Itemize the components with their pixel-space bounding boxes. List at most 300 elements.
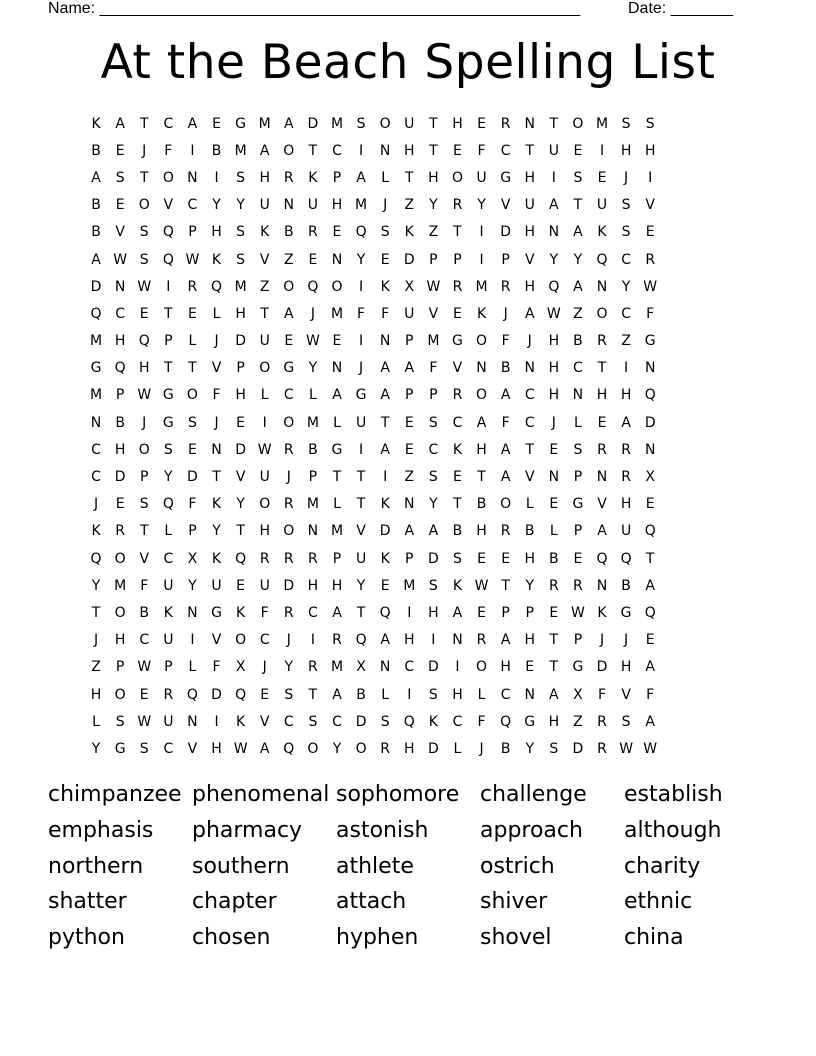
grid-letter: E bbox=[212, 115, 221, 132]
grid-letter: Q bbox=[162, 251, 174, 268]
grid-letter: D bbox=[355, 713, 367, 730]
grid-letter: H bbox=[211, 224, 222, 241]
grid-letter: A bbox=[91, 169, 101, 186]
grid-letter: T bbox=[573, 197, 583, 214]
grid-letter: M bbox=[475, 278, 488, 295]
grid-letter: A bbox=[259, 740, 270, 757]
grid-letter: A bbox=[549, 686, 559, 703]
word-list-item: ostrich bbox=[480, 853, 555, 879]
grid-letter: E bbox=[404, 414, 414, 431]
grid-letter: T bbox=[380, 414, 390, 431]
grid-letter: A bbox=[380, 632, 390, 649]
grid-letter: J bbox=[551, 414, 556, 431]
grid-letter: T bbox=[308, 142, 318, 159]
grid-letter: X bbox=[573, 686, 583, 703]
grid-letter: E bbox=[236, 414, 246, 431]
grid-letter: N bbox=[644, 441, 656, 458]
grid-letter: C bbox=[187, 197, 198, 214]
grid-letter: G bbox=[620, 604, 632, 621]
grid-letter: S bbox=[139, 496, 149, 513]
grid-letter: Q bbox=[307, 278, 319, 295]
grid-letter: V bbox=[524, 469, 535, 486]
grid-letter: T bbox=[549, 632, 559, 649]
grid-letter: M bbox=[234, 278, 247, 295]
grid-letter: T bbox=[356, 496, 366, 513]
grid-letter: Q bbox=[596, 251, 608, 268]
grid-letter: H bbox=[428, 169, 439, 186]
grid-letter: S bbox=[236, 224, 246, 241]
grid-letter: A bbox=[549, 197, 559, 214]
grid-letter: D bbox=[379, 523, 391, 540]
grid-letter: A bbox=[573, 224, 583, 241]
grid-letter: V bbox=[524, 251, 535, 268]
grid-letter: F bbox=[597, 686, 607, 703]
grid-letter: T bbox=[236, 523, 245, 540]
grid-letter: Q bbox=[90, 305, 102, 322]
grid-letter: Y bbox=[429, 197, 438, 214]
grid-letter: W bbox=[113, 251, 128, 268]
grid-letter: D bbox=[427, 659, 439, 676]
grid-letter: E bbox=[549, 496, 559, 513]
grid-letter: Q bbox=[644, 523, 656, 540]
grid-letter: I bbox=[190, 142, 195, 159]
grid-letter: S bbox=[621, 197, 631, 214]
word-list-item: attach bbox=[336, 889, 407, 915]
grid-letter: R bbox=[308, 659, 318, 676]
grid-letter: C bbox=[259, 632, 270, 649]
grid-letter: T bbox=[645, 550, 655, 567]
word-list-item: china bbox=[624, 925, 684, 951]
grid-letter: F bbox=[212, 659, 221, 676]
word-list-item: chosen bbox=[192, 925, 271, 951]
grid-letter: L bbox=[549, 523, 558, 540]
grid-letter: X bbox=[356, 659, 366, 676]
grid-letter: Y bbox=[188, 577, 197, 594]
grid-letter: W bbox=[137, 659, 152, 676]
grid-letter: M bbox=[306, 414, 319, 431]
grid-row bbox=[84, 273, 662, 300]
grid-letter: O bbox=[307, 740, 319, 757]
grid-letter: O bbox=[476, 659, 488, 676]
grid-letter: T bbox=[356, 469, 366, 486]
grid-letter: P bbox=[573, 469, 583, 486]
grid-letter: O bbox=[331, 278, 343, 295]
grid-letter: T bbox=[188, 360, 197, 377]
grid-letter: T bbox=[332, 469, 342, 486]
grid-letter: V bbox=[356, 523, 366, 540]
grid-letter: S bbox=[621, 115, 631, 132]
grid-letter: F bbox=[260, 604, 269, 621]
grid-letter: Q bbox=[138, 333, 150, 350]
grid-letter: U bbox=[163, 632, 174, 649]
name-field-label: Name: ______________________________________________________ bbox=[48, 0, 581, 17]
grid-letter: N bbox=[548, 469, 560, 486]
grid-letter: L bbox=[308, 387, 317, 404]
grid-letter: Y bbox=[164, 469, 173, 486]
grid-letter: T bbox=[501, 577, 510, 594]
grid-letter: I bbox=[624, 360, 629, 377]
grid-letter: Q bbox=[548, 278, 560, 295]
grid-letter: F bbox=[212, 387, 221, 404]
grid-letter: L bbox=[333, 414, 341, 431]
grid-letter: Y bbox=[621, 278, 631, 295]
grid-letter: J bbox=[142, 142, 147, 159]
grid-letter: O bbox=[379, 115, 391, 132]
grid-letter: L bbox=[212, 305, 221, 322]
grid-letter: P bbox=[429, 387, 438, 404]
grid-row bbox=[84, 708, 662, 735]
grid-letter: W bbox=[257, 441, 272, 458]
grid-letter: U bbox=[524, 197, 535, 214]
grid-letter: J bbox=[624, 169, 629, 186]
grid-letter: I bbox=[407, 686, 412, 703]
grid-letter: H bbox=[404, 142, 415, 159]
grid-letter: Q bbox=[90, 550, 102, 567]
grid-letter: Q bbox=[596, 550, 608, 567]
grid-letter: M bbox=[330, 523, 344, 540]
grid-letter: K bbox=[380, 278, 390, 295]
grid-letter: E bbox=[453, 469, 462, 486]
grid-letter: P bbox=[501, 604, 510, 621]
grid-letter: B bbox=[139, 604, 150, 621]
word-list-item: chimpanzee bbox=[48, 782, 182, 807]
grid-letter: R bbox=[597, 740, 607, 757]
grid-letter: P bbox=[405, 333, 414, 350]
grid-letter: Y bbox=[284, 659, 294, 676]
grid-letter: J bbox=[214, 333, 219, 350]
grid-letter: O bbox=[186, 387, 198, 404]
grid-letter: T bbox=[139, 115, 149, 132]
grid-letter: Y bbox=[477, 197, 486, 214]
grid-letter: T bbox=[549, 659, 559, 676]
grid-letter: E bbox=[477, 550, 486, 567]
grid-letter: N bbox=[331, 360, 343, 377]
grid-letter: W bbox=[571, 604, 585, 621]
grid-letter: S bbox=[139, 740, 149, 757]
grid-letter: O bbox=[451, 169, 463, 186]
grid-letter: E bbox=[187, 305, 197, 322]
grid-letter: I bbox=[455, 659, 460, 676]
grid-letter: O bbox=[114, 604, 126, 621]
grid-letter: L bbox=[381, 169, 390, 186]
grid-letter: A bbox=[259, 142, 270, 159]
grid-letter: H bbox=[331, 577, 343, 594]
grid-letter: T bbox=[308, 686, 318, 703]
grid-row bbox=[84, 110, 662, 137]
grid-letter: Y bbox=[308, 360, 318, 377]
grid-letter: C bbox=[332, 142, 342, 159]
grid-row bbox=[84, 436, 662, 463]
grid-letter: I bbox=[431, 632, 436, 649]
grid-letter: I bbox=[479, 251, 484, 268]
grid-letter: B bbox=[549, 550, 559, 567]
grid-row bbox=[84, 355, 662, 382]
grid-letter: R bbox=[308, 224, 318, 241]
grid-letter: J bbox=[142, 414, 147, 431]
grid-letter: S bbox=[187, 414, 197, 431]
grid-letter: J bbox=[93, 632, 99, 649]
grid-letter: O bbox=[138, 441, 150, 458]
grid-letter: A bbox=[380, 387, 390, 404]
grid-letter: Q bbox=[355, 224, 367, 241]
grid-letter: A bbox=[404, 360, 415, 377]
grid-letter: D bbox=[572, 740, 584, 757]
grid-letter: S bbox=[428, 686, 438, 703]
grid-letter: G bbox=[162, 414, 174, 431]
grid-letter: B bbox=[356, 686, 366, 703]
grid-letter: C bbox=[163, 740, 174, 757]
word-list-item: emphasis bbox=[48, 817, 154, 843]
grid-letter: R bbox=[452, 278, 463, 295]
grid-letter: Q bbox=[644, 604, 656, 621]
grid-letter: R bbox=[500, 278, 511, 295]
grid-letter: D bbox=[235, 441, 246, 458]
grid-letter: O bbox=[283, 414, 295, 431]
grid-letter: N bbox=[283, 197, 295, 214]
grid-letter: P bbox=[405, 550, 414, 567]
grid-letter: H bbox=[452, 115, 463, 132]
grid-letter: B bbox=[283, 224, 294, 241]
grid-row bbox=[84, 491, 662, 518]
grid-letter: E bbox=[332, 333, 342, 350]
grid-letter: H bbox=[90, 686, 102, 703]
grid-letter: P bbox=[308, 469, 318, 486]
grid-letter: R bbox=[308, 550, 318, 567]
grid-letter: U bbox=[548, 142, 559, 159]
grid-letter: B bbox=[91, 224, 101, 241]
grid-letter: X bbox=[187, 550, 198, 567]
grid-letter: P bbox=[453, 251, 462, 268]
grid-letter: J bbox=[503, 305, 508, 322]
grid-letter: D bbox=[427, 550, 439, 567]
grid-letter: E bbox=[549, 604, 559, 621]
grid-letter: L bbox=[477, 686, 486, 703]
grid-letter: P bbox=[332, 550, 342, 567]
grid-letter: O bbox=[259, 360, 271, 377]
grid-letter: Y bbox=[236, 496, 245, 513]
grid-letter: A bbox=[645, 659, 655, 676]
grid-letter: R bbox=[380, 740, 391, 757]
grid-letter: Q bbox=[114, 360, 126, 377]
grid-letter: N bbox=[211, 441, 222, 458]
grid-letter: K bbox=[308, 169, 318, 186]
grid-letter: R bbox=[452, 387, 463, 404]
grid-letter: G bbox=[90, 360, 102, 377]
grid-letter: D bbox=[114, 469, 126, 486]
grid-row bbox=[84, 382, 662, 409]
grid-letter: Q bbox=[620, 550, 632, 567]
grid-letter: C bbox=[500, 142, 511, 159]
grid-letter: P bbox=[188, 523, 197, 540]
grid-letter: H bbox=[307, 577, 319, 594]
grid-letter: U bbox=[620, 523, 632, 540]
grid-letter: B bbox=[91, 142, 101, 159]
grid-letter: E bbox=[477, 604, 486, 621]
grid-letter: J bbox=[599, 632, 605, 649]
grid-letter: K bbox=[211, 251, 222, 268]
grid-letter: H bbox=[235, 305, 246, 322]
grid-letter: N bbox=[572, 387, 584, 404]
grid-letter: V bbox=[211, 360, 222, 377]
grid-letter: S bbox=[139, 224, 149, 241]
grid-letter: Z bbox=[573, 713, 583, 730]
grid-letter: H bbox=[524, 632, 535, 649]
grid-letter: U bbox=[163, 713, 174, 730]
grid-letter: C bbox=[332, 713, 342, 730]
grid-letter: T bbox=[525, 441, 535, 458]
grid-letter: W bbox=[643, 740, 658, 757]
grid-letter: E bbox=[308, 251, 318, 268]
grid-letter: R bbox=[597, 333, 607, 350]
grid-letter: Z bbox=[91, 659, 101, 676]
grid-letter: R bbox=[597, 441, 607, 458]
grid-letter: O bbox=[114, 686, 126, 703]
grid-letter: K bbox=[428, 713, 438, 730]
grid-letter: G bbox=[524, 713, 536, 730]
grid-letter: E bbox=[332, 224, 342, 241]
grid-letter: B bbox=[621, 577, 631, 594]
grid-letter: N bbox=[548, 224, 560, 241]
grid-letter: N bbox=[90, 414, 102, 431]
grid-letter: R bbox=[621, 469, 631, 486]
grid-letter: F bbox=[140, 577, 149, 594]
grid-letter: A bbox=[500, 387, 511, 404]
grid-letter: A bbox=[645, 713, 655, 730]
grid-letter: E bbox=[380, 251, 390, 268]
grid-letter: X bbox=[404, 278, 415, 295]
grid-letter: I bbox=[214, 713, 219, 730]
grid-letter: W bbox=[619, 740, 634, 757]
word-list-item: northern bbox=[48, 853, 144, 879]
grid-letter: S bbox=[428, 577, 438, 594]
grid-letter: K bbox=[91, 115, 101, 132]
grid-letter: R bbox=[163, 686, 174, 703]
grid-letter: G bbox=[235, 115, 247, 132]
grid-letter: S bbox=[621, 224, 631, 241]
grid-letter: A bbox=[380, 441, 390, 458]
grid-letter: K bbox=[236, 604, 246, 621]
grid-letter: P bbox=[405, 387, 414, 404]
grid-letter: Q bbox=[162, 224, 174, 241]
grid-letter: R bbox=[621, 441, 631, 458]
grid-letter: G bbox=[162, 387, 174, 404]
grid-letter: M bbox=[427, 333, 440, 350]
grid-row bbox=[84, 328, 662, 355]
grid-letter: T bbox=[139, 169, 149, 186]
grid-row bbox=[84, 681, 662, 708]
grid-letter: J bbox=[262, 659, 267, 676]
grid-letter: E bbox=[645, 496, 655, 513]
grid-letter: H bbox=[476, 441, 487, 458]
grid-letter: E bbox=[477, 115, 486, 132]
grid-letter: S bbox=[621, 713, 631, 730]
grid-letter: F bbox=[357, 305, 366, 322]
grid-letter: Z bbox=[404, 197, 415, 214]
grid-letter: E bbox=[453, 305, 462, 322]
grid-letter: T bbox=[429, 142, 438, 159]
grid-letter: H bbox=[428, 604, 439, 621]
grid-letter: O bbox=[283, 142, 295, 159]
grid-letter: T bbox=[404, 169, 414, 186]
grid-letter: M bbox=[114, 577, 127, 594]
grid-letter: I bbox=[648, 169, 653, 186]
grid-letter: N bbox=[379, 142, 391, 159]
grid-letter: S bbox=[163, 441, 173, 458]
grid-letter: N bbox=[379, 333, 391, 350]
grid-letter: F bbox=[188, 496, 197, 513]
grid-row bbox=[84, 192, 662, 219]
word-list-item: approach bbox=[480, 817, 583, 843]
grid-letter: H bbox=[548, 387, 560, 404]
grid-letter: N bbox=[644, 360, 656, 377]
grid-letter: K bbox=[380, 550, 390, 567]
grid-letter: C bbox=[452, 713, 463, 730]
grid-row bbox=[84, 246, 662, 273]
grid-letter: H bbox=[524, 278, 535, 295]
grid-letter: R bbox=[597, 713, 607, 730]
grid-letter: U bbox=[259, 577, 270, 594]
grid-letter: R bbox=[115, 523, 125, 540]
grid-letter: N bbox=[307, 523, 319, 540]
grid-letter: F bbox=[477, 142, 486, 159]
grid-letter: O bbox=[114, 550, 126, 567]
grid-letter: M bbox=[234, 142, 247, 159]
grid-letter: G bbox=[331, 441, 343, 458]
grid-letter: A bbox=[524, 305, 535, 322]
grid-letter: A bbox=[187, 115, 198, 132]
grid-letter: Q bbox=[186, 686, 198, 703]
grid-letter: Z bbox=[573, 305, 583, 322]
grid-letter: E bbox=[260, 686, 270, 703]
grid-letter: J bbox=[359, 360, 364, 377]
grid-letter: K bbox=[476, 305, 487, 322]
grid-letter: C bbox=[621, 305, 631, 322]
grid-letter: K bbox=[597, 224, 607, 241]
word-list-item: challenge bbox=[480, 782, 587, 807]
grid-letter: O bbox=[235, 632, 247, 649]
grid-letter: U bbox=[163, 577, 174, 594]
grid-letter: K bbox=[452, 577, 463, 594]
grid-letter: F bbox=[164, 142, 173, 159]
grid-letter: S bbox=[453, 550, 462, 567]
grid-letter: Y bbox=[91, 577, 101, 594]
grid-letter: B bbox=[524, 523, 535, 540]
grid-letter: L bbox=[164, 523, 173, 540]
grid-letter: H bbox=[404, 740, 415, 757]
grid-letter: U bbox=[404, 305, 415, 322]
grid-letter: E bbox=[645, 224, 655, 241]
grid-letter: T bbox=[453, 496, 462, 513]
grid-letter: I bbox=[551, 169, 556, 186]
grid-letter: H bbox=[620, 387, 632, 404]
grid-letter: B bbox=[500, 740, 511, 757]
grid-letter: J bbox=[383, 197, 388, 214]
grid-letter: K bbox=[211, 496, 222, 513]
grid-letter: Q bbox=[235, 550, 247, 567]
grid-letter: A bbox=[597, 523, 607, 540]
grid-letter: H bbox=[404, 632, 415, 649]
grid-letter: N bbox=[596, 469, 608, 486]
grid-letter: R bbox=[283, 441, 294, 458]
grid-letter: C bbox=[283, 713, 294, 730]
grid-letter: U bbox=[259, 469, 270, 486]
grid-row bbox=[84, 219, 662, 246]
grid-letter: I bbox=[214, 169, 219, 186]
grid-letter: C bbox=[163, 115, 174, 132]
grid-row bbox=[84, 409, 662, 436]
grid-row bbox=[84, 300, 662, 327]
grid-letter: L bbox=[333, 496, 341, 513]
